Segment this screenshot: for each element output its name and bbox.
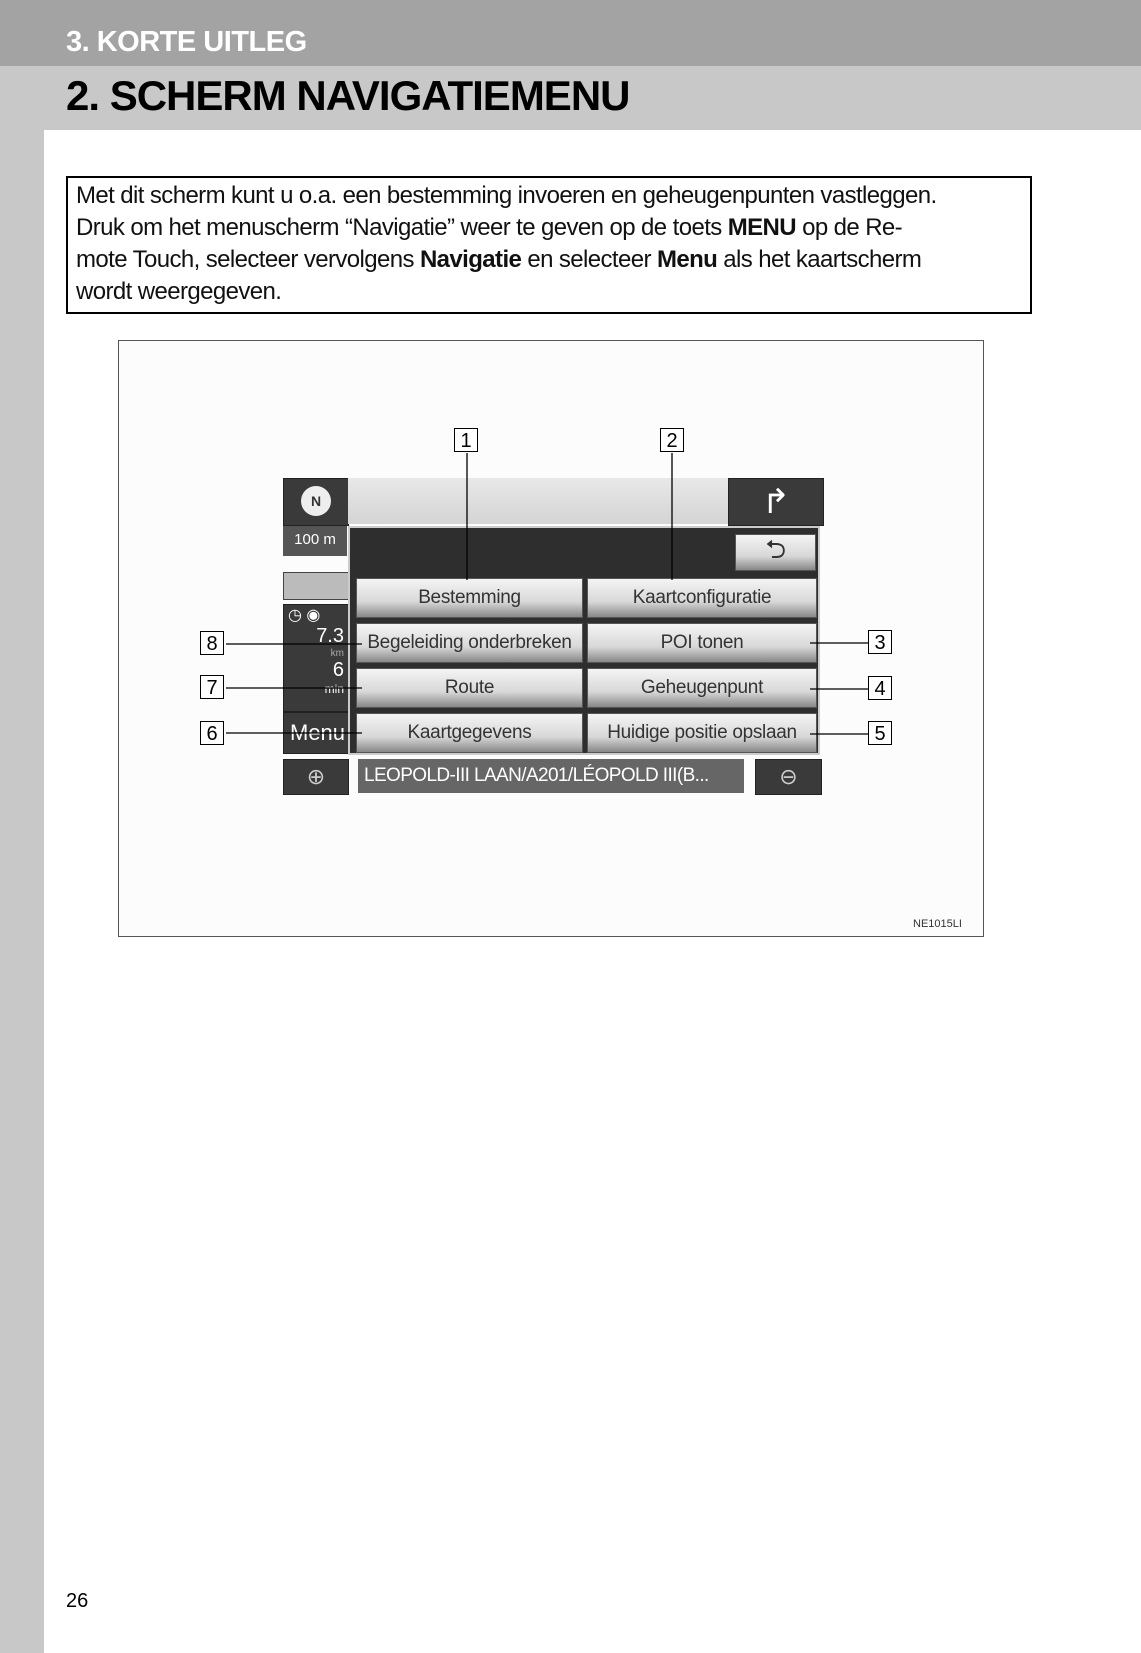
kaartconfiguratie-button[interactable]: Kaartconfiguratie [587,578,817,618]
route-button[interactable]: Route [356,668,583,708]
intro-bold-term: Menu [656,246,718,273]
intro-bold-term: MENU [727,214,796,241]
intro-line [76,212,1022,244]
margin-strip [0,130,44,1653]
scale-indicator: 100 m [283,526,347,556]
time-unit: min [324,682,344,696]
traffic-icon[interactable] [283,572,349,600]
zoom-out-button[interactable] [755,759,822,795]
callout-6: 6 [200,721,224,745]
page-title: 2. SCHERM NAVIGATIEMENU [66,72,630,119]
street-name-bar: LEOPOLD-III LAAN/A201/LÉOPOLD III(B... [358,759,744,793]
intro-text: en selecteer [521,246,657,273]
intro-text: Met dit scherm kunt u o.a. een bestemming invoeren en geheugenpunten vastleggen. [76,182,937,209]
begeleiding-onderbreken-button[interactable]: Begeleiding onderbreken [356,623,583,663]
turn-arrow-icon: ↱ [728,478,824,526]
minus-icon: ⊖ [779,764,798,789]
intro-line [76,276,1022,308]
callout-7: 7 [200,675,224,699]
page-number: 26 [66,1590,89,1612]
distance-unit: km [330,648,344,659]
callout-8: 8 [200,631,224,655]
callout-1: 1 [454,428,478,452]
intro-bold-term: Navigatie [419,246,522,273]
menu-button[interactable]: Menu [283,712,361,754]
geheugenpunt-button[interactable]: Geheugenpunt [587,668,817,708]
section-heading: 3. KORTE UITLEG [66,26,307,58]
huidige-positie-opslaan-button[interactable]: Huidige positie opslaan [587,713,817,753]
clock-icon: ◷ ◉ [288,607,321,624]
callout-5: 5 [868,721,892,745]
intro-line [76,244,1022,276]
intro-box [66,176,1032,314]
plus-icon: ⊕ [306,764,326,789]
bestemming-button[interactable]: Bestemming [356,578,583,618]
time-value: 6 [332,659,344,681]
compass-button[interactable] [283,478,349,526]
intro-text: als het kaartscherm [717,246,922,273]
callout-3: 3 [868,630,892,654]
compass-icon: N [301,486,331,516]
callout-4: 4 [868,676,892,700]
intro-text: Druk om het menuscherm “Navigatie” weer te geven op de toets [76,214,728,241]
distance-value: 7.3 [316,625,344,647]
zoom-in-button[interactable] [283,759,349,795]
figure-code: NE1015LI [913,918,962,930]
back-arrow-icon: ⮌ [765,533,786,564]
callout-2: 2 [660,428,684,452]
poi-tonen-button[interactable]: POI tonen [587,623,817,663]
intro-line [76,180,1022,212]
intro-text: op de Re- [796,214,903,241]
intro-text: mote Touch, selecteer vervolgens [76,246,420,273]
kaartgegevens-button[interactable]: Kaartgegevens [356,713,583,753]
map-area [348,478,728,524]
back-button[interactable] [735,534,816,571]
intro-text: wordt weergegeven. [76,278,282,305]
route-info-panel [283,604,349,712]
